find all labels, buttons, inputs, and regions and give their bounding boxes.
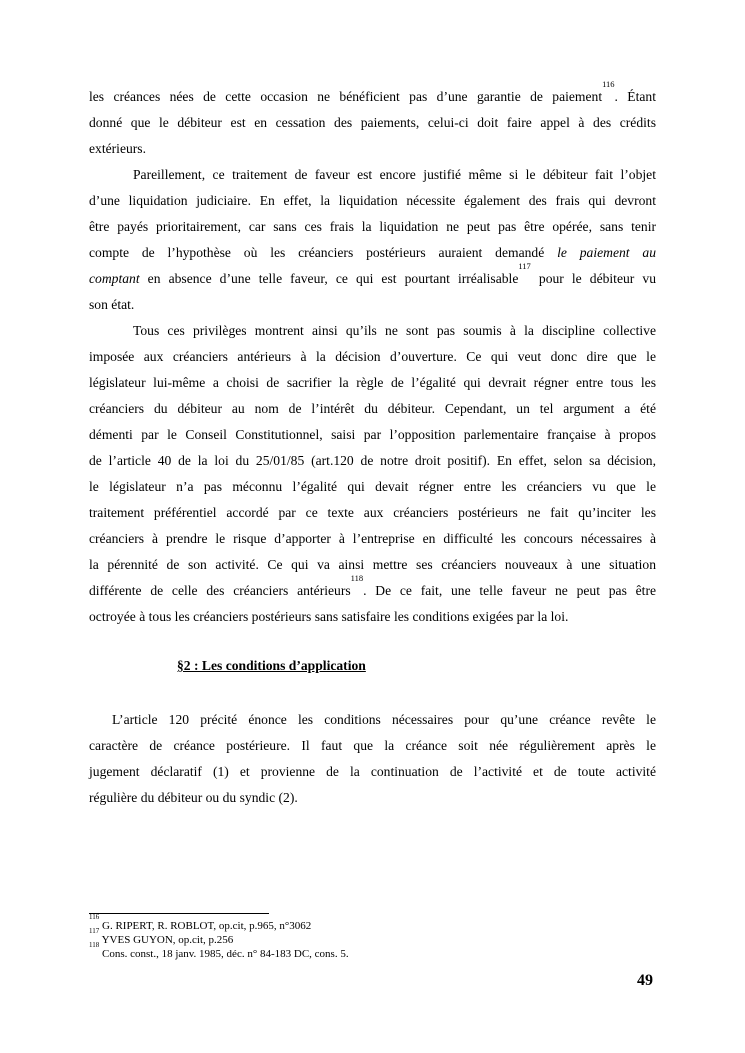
body-line (89, 261, 656, 287)
text-run: pour le débiteur vu (530, 271, 656, 286)
italic-run: le paiement au (557, 245, 656, 260)
body-line: le législateur n’a pas méconnu l’égalité qui devait régner entre les créanciers vu que le (89, 479, 656, 494)
body-line: Tous ces privilèges montrent ainsi qu’ils ne sont pas soumis à la discipline collective (133, 323, 656, 338)
text-run: . De ce fait, une telle faveur ne peut pas être (363, 583, 657, 598)
body-line: octroyée à tous les créanciers postérieurs sans satisfaire les conditions exigées par la loi. (89, 609, 569, 624)
footnote-number: 116 (89, 913, 100, 921)
body-line: Pareillement, ce traitement de faveur est encore justifié même si le débiteur fait l’objet (133, 167, 656, 182)
body-line: législateur lui-même a choisi de sacrifier la règle de l’égalité qui devrait régner entre tous les (89, 375, 656, 390)
page-number: 49 (637, 972, 653, 989)
body-line: créanciers du débiteur au nom de l’intérêt du débiteur. Cependant, un tel argument a été (89, 401, 656, 416)
body-line: la pérennité de son activité. Ce qui va ainsi mettre ses créanciers nouveaux à une situation (89, 557, 656, 572)
body-line (89, 573, 657, 599)
text-run: les créances nées de cette occasion ne bénéficient pas d’une garantie de paiement (89, 89, 603, 104)
body-line: imposée aux créanciers antérieurs à la décision d’ouverture. Ce qui veut donc dire que le (89, 349, 656, 364)
body-line: caractère de créance postérieure. Il faut que la créance soit née régulièrement après le (89, 738, 656, 753)
section-heading: §2 : Les conditions d’application (177, 658, 366, 673)
body-line (89, 79, 656, 105)
text-run: compte de l’hypothèse où les créanciers postérieurs auraient demandé (89, 245, 558, 260)
footnote-text: Cons. const., 18 janv. 1985, déc. n° 84-183 DC, cons. 5. (99, 948, 349, 960)
footnote-116 (89, 913, 312, 933)
footnote-text: G. RIPERT, R. ROBLOT, op.cit, p.965, n°3062 (99, 920, 312, 932)
footnote-ref-117[interactable]: 117 (518, 261, 531, 271)
body-line: donné que le débiteur est en cessation des paiements, celui-ci doit faire appel à des crédits (89, 115, 656, 130)
footnote-number: 118 (89, 941, 100, 949)
footnote-ref-116[interactable]: 116 (602, 79, 615, 89)
body-line (89, 244, 656, 261)
footnote-ref-118[interactable]: 118 (350, 573, 364, 583)
body-line: L’article 120 précité énonce les conditions nécessaires pour qu’une créance revête le (112, 712, 656, 727)
body-line: traitement préférentiel accordé par ce texte aux créanciers postérieurs ne fait qu’inciter les (89, 505, 656, 520)
text-run: différente de celle des créanciers antérieurs (89, 583, 351, 598)
footnote-118 (89, 941, 349, 961)
text-run: en absence d’une telle faveur, ce qui est pourtant irréalisable (139, 271, 519, 286)
body-line: être payés prioritairement, car sans ces frais la liquidation ne peut pas être opérée, sans tenir (89, 219, 656, 234)
body-line: son état. (89, 297, 135, 312)
body-line: démenti par le Conseil Constitutionnel, saisi par l’opposition parlementaire française à propos (89, 427, 656, 442)
body-line: de l’article 40 de la loi du 25/01/85 (art.120 de notre droit positif). En effet, selon sa décision, (89, 453, 656, 468)
footnote-number: 117 (89, 927, 100, 935)
italic-run: comptant (89, 271, 140, 286)
footnote-text: YVES GUYON, op.cit, p.256 (99, 934, 234, 946)
footnote-separator (89, 913, 269, 914)
body-line: d’une liquidation judiciaire. En effet, la liquidation nécessite également des frais qui devront (89, 193, 656, 208)
body-line: créanciers à prendre le risque d’apporter à l’entreprise en difficulté les concours nécessaires à (89, 531, 656, 546)
body-line: régulière du débiteur ou du syndic (2). (89, 790, 298, 805)
body-line: extérieurs. (89, 141, 146, 156)
footnote-117 (89, 927, 234, 947)
body-line: jugement déclaratif (1) et provienne de la continuation de l’activité et de toute activité (89, 764, 656, 779)
text-run: . Étant (614, 89, 656, 104)
